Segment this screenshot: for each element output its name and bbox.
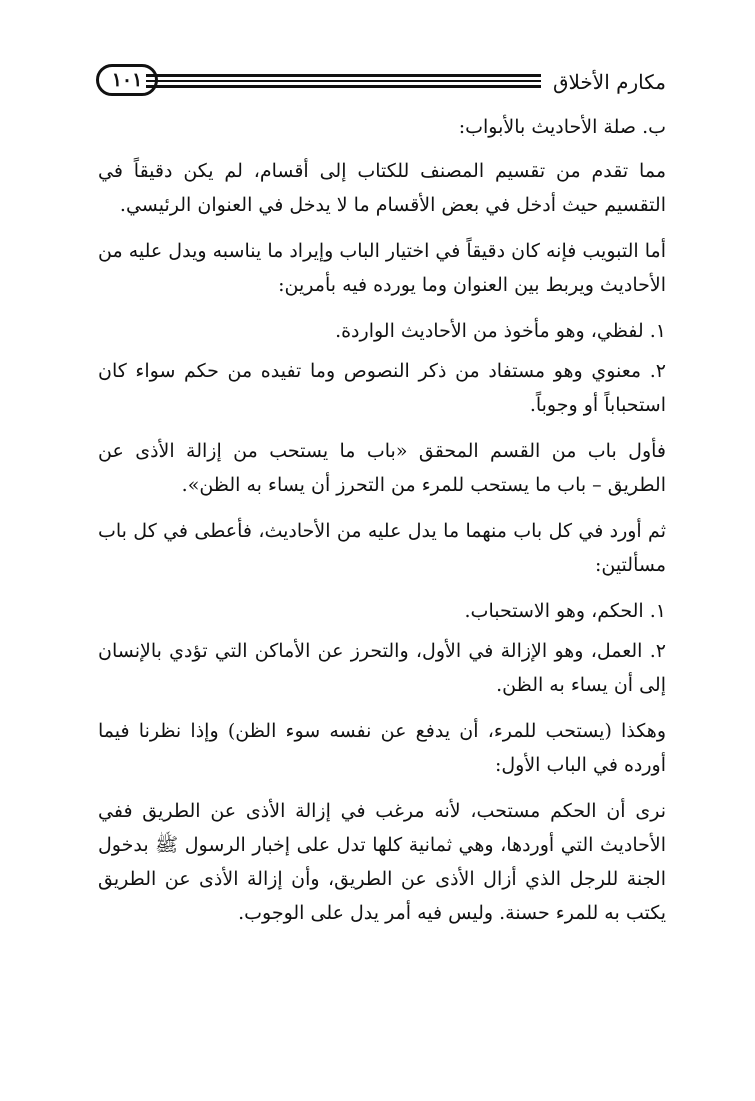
list-item: ١. الحكم، وهو الاستحباب.	[464, 600, 666, 622]
page-body	[98, 110, 666, 942]
header-rule-ornament	[146, 74, 541, 88]
paragraph: مما تقدم من تقسيم المصنف للكتاب إلى أقسام، لم يكن دقيقاً في التقسيم حيث أدخل في بعض الأقسام ما لا يدخل في العنوان الرئيسي.	[98, 160, 666, 216]
paragraph: نرى أن الحكم مستحب، لأنه مرغب في إزالة الأذى عن الطريق ففي الأحاديث التي أوردها، وهي ثمانية كلها تدل على إخبار الرسول ﷺ بدخول الجنة للرجل الذي أزال الأذى عن الطريق، وأن إزالة الأذى عن الطريق يكتب به للمرء حسنة. وليس فيه أمر يدل على الوجوب.	[98, 800, 666, 924]
paragraph: وهكذا (يستحب للمرء، أن يدفع عن نفسه سوء الظن) وإذا نظرنا فيما أورده في الباب الأول:	[98, 720, 666, 776]
list-item: ٢. معنوي وهو مستفاد من ذكر النصوص وما تفيده من حكم سواء كان استحباباً أو وجوباً.	[98, 360, 666, 416]
page-number-frame	[96, 64, 158, 96]
book-title: مكارم الأخلاق	[552, 70, 666, 94]
section-subheading: ب. صلة الأحاديث بالأبواب:	[458, 116, 666, 138]
paragraph: فأول باب من القسم المحقق «باب ما يستحب من إزالة الأذى عن الطريق – باب ما يستحب للمرء من التحرز أن يساء به الظن».	[98, 440, 666, 496]
paragraph: أما التبويب فإنه كان دقيقاً في اختيار الباب وإيراد ما يناسبه ويدل عليه من الأحاديث ويربط بين العنوان وما يورده فيه بأمرين:	[98, 240, 666, 296]
paragraph: ثم أورد في كل باب منهما ما يدل عليه من الأحاديث، فأعطى في كل باب مسألتين:	[98, 520, 666, 576]
running-header	[96, 64, 666, 104]
page-number: ١٠١	[111, 69, 143, 91]
list-item: ٢. العمل، وهو الإزالة في الأول، والتحرز عن الأماكن التي تؤدي بالإنسان إلى أن يساء به الظن.	[98, 640, 666, 696]
list-item: ١. لفظي، وهو مأخوذ من الأحاديث الواردة.	[335, 320, 666, 342]
